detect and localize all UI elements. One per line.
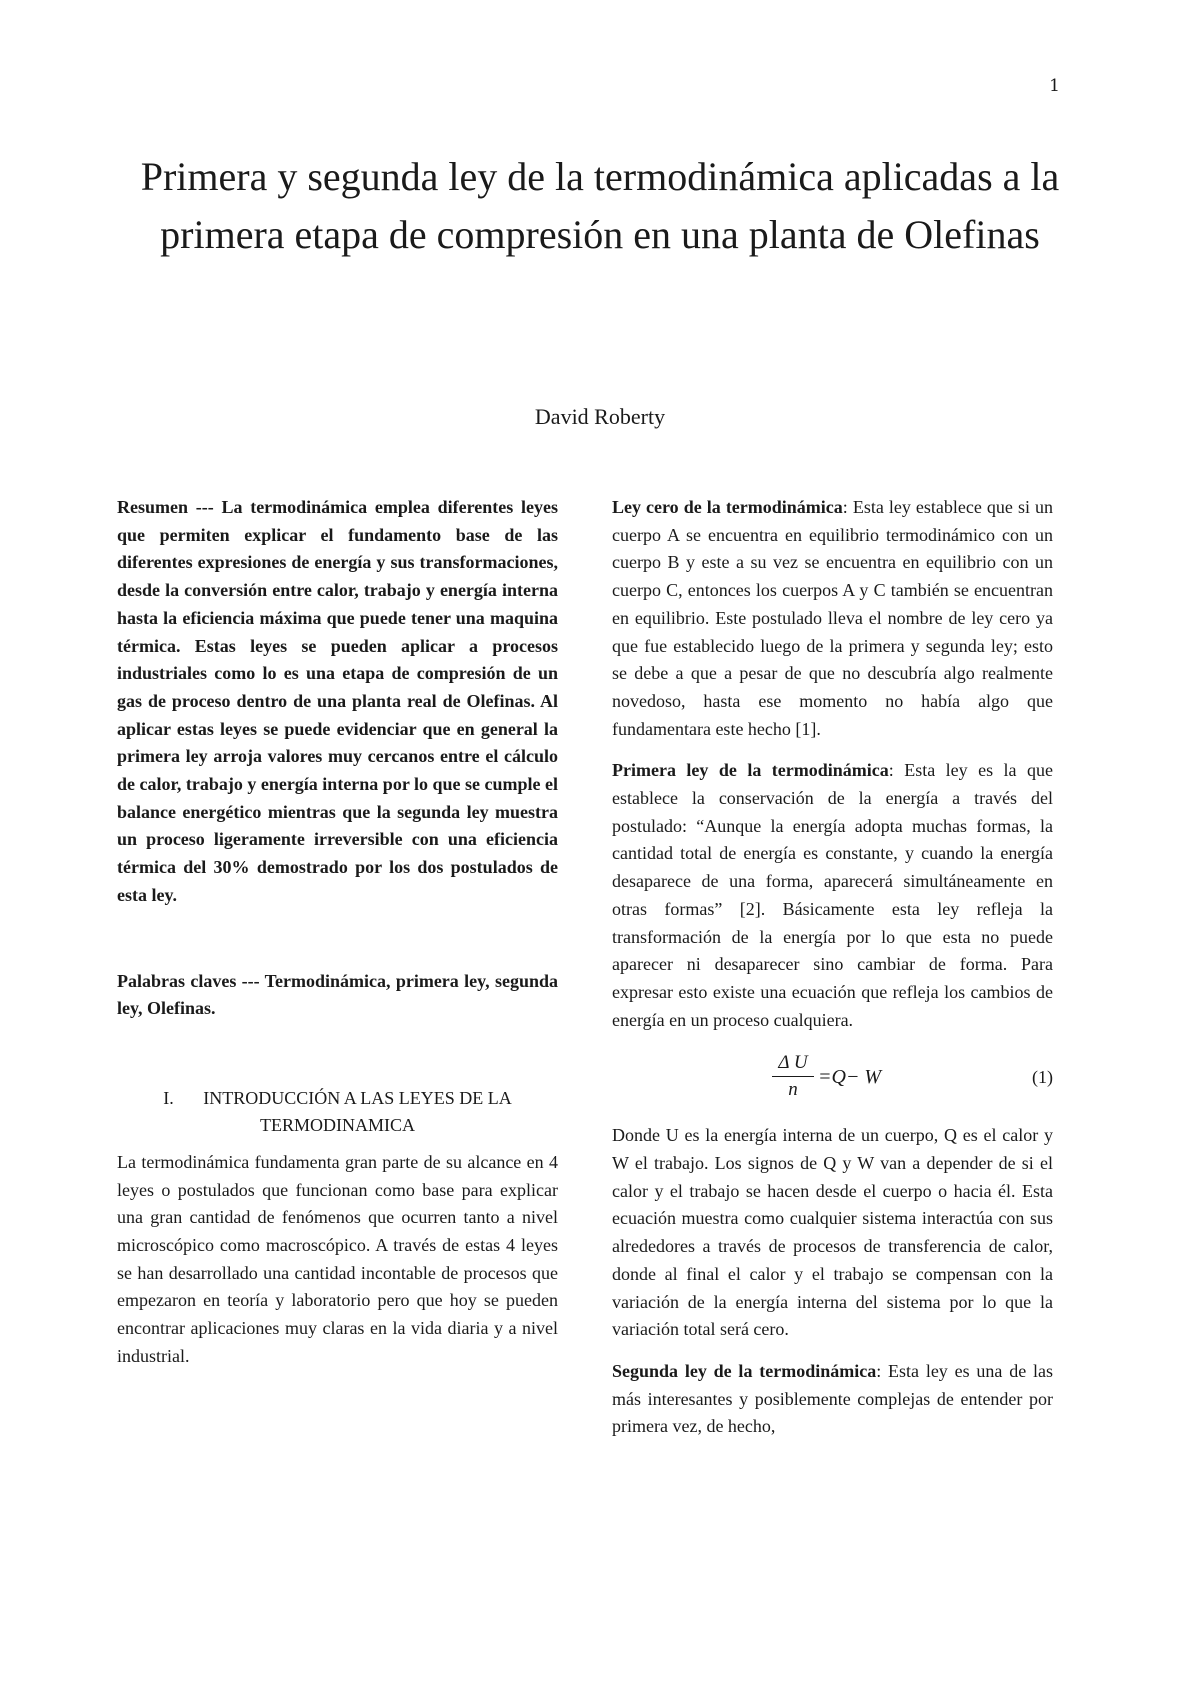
section-heading [117,1085,558,1139]
right-column [612,494,1053,1455]
equation-rhs: =Q− W [818,1066,882,1089]
section-number: I. [163,1087,174,1108]
ley-cero-text: : Esta ley establece que si un cuerpo A se encuentra en equilibrio termodinámico con un cuerpo B y este a su vez se encuentra en equilibrio con un cuerpo C, entonces los cuerpos A y C también se encuentran en equilibrio. Este postulado lleva el nombre de ley cero ya que fue establecido luego de la primera y segunda ley; esto se debe a que a pesar de que no descubría algo realmente novedoso, hasta ese momento no había algo que fundamentara este hecho [1]. [612,497,1053,739]
primera-ley-label: Primera ley de la termodinámica [612,760,889,781]
keywords: Palabras claves --- Termodinámica, primera ley, segunda ley, Olefinas. [117,970,558,1019]
page-number: 1 [1049,76,1060,96]
equation-numerator: Δ U [772,1050,814,1077]
ley-cero-label: Ley cero de la termodinámica [612,497,843,517]
segunda-ley-paragraph [612,1358,1053,1441]
equation-denominator: n [788,1079,798,1101]
left-column [117,494,558,1371]
equation-fraction [772,1050,814,1103]
equation-1 [612,1048,1053,1112]
introduction-paragraph: La termodinámica fundamenta gran parte de su alcance en 4 leyes o postulados que funcionan como base para explicar una gran cantidad de fenómenos que ocurren tanto a nivel microscópico como macroscópico. A través de estas 4 leyes se han desarrollado una cantidad incontable de procesos que empezaron en teoría y laboratorio pero que hoy se pueden encontrar aplicaciones muy claras en la vida diaria y a nivel industrial. [117,1151,558,1366]
equation-number: (1) [1032,1067,1053,1088]
paper-title: Primera y segunda ley de la termodinámica aplicadas a la primera etapa de compresión en una planta de Olefinas [140,154,1060,257]
primera-ley-paragraph [612,757,1053,1034]
segunda-ley-text: : Esta ley es una de las más interesantes y posiblemente complejas de entender por primera vez, de hecho, [612,1360,1053,1437]
author-name: David Roberty [534,404,666,429]
primera-ley-text: : Esta ley es la que establece la conservación de la energía a través del postulado: “Aunque la energía adopta muchas formas, la cantidad total de energía es constante, y cuando la energía desaparece de una forma, aparecerá simultáneamente en otras formas” [2]. Básicamente esta ley refleja la transformación de la energía por lo que esta no puede aparecer ni desaparecer sino cambiar de forma. Para expresar esto existe una ecuación que refleja los cambios de energía en un proceso cualquiera. [612,760,1053,1030]
equation-explanation: Donde U es la energía interna de un cuerpo, Q es el calor y W el trabajo. Los signos de Q y W van a depender de si el calor y el trabajo se hacen desde el cuerpo o hacia él. Esta ecuación muestra como cualquier sistema interactúa con sus alrededores a través de procesos de transferencia de calor, donde al final el calor y el trabajo se compensan con la variación de la energía interna del sistema por lo que la variación total será cero. [612,1125,1053,1340]
segunda-ley-label: Segunda ley de la termodinámica [612,1360,877,1381]
section-title: INTRODUCCIÓN A LAS LEYES DE LA TERMODINAMICA [203,1087,512,1135]
ley-cero-paragraph [612,494,1053,743]
abstract: Resumen --- La termodinámica emplea diferentes leyes que permiten explicar el fundamento base de las diferentes expresiones de energía y sus transformaciones, desde la conversión entre calor, trabajo y energía interna hasta la eficiencia máxima que puede tener una maquina térmica. Estas leyes se pueden aplicar a procesos industriales como lo es una etapa de compresión de un gas de proceso dentro de una planta real de Olefinas. Al aplicar estas leyes se puede evidenciar que en general la primera ley arroja valores muy cercanos entre el cálculo de calor, trabajo y energía interna por lo que se cumple el balance energético mientras que la segunda ley muestra un proceso ligeramente irreversible con una eficiencia térmica del 30% demostrado por los dos postulados de esta ley. [117,497,558,905]
